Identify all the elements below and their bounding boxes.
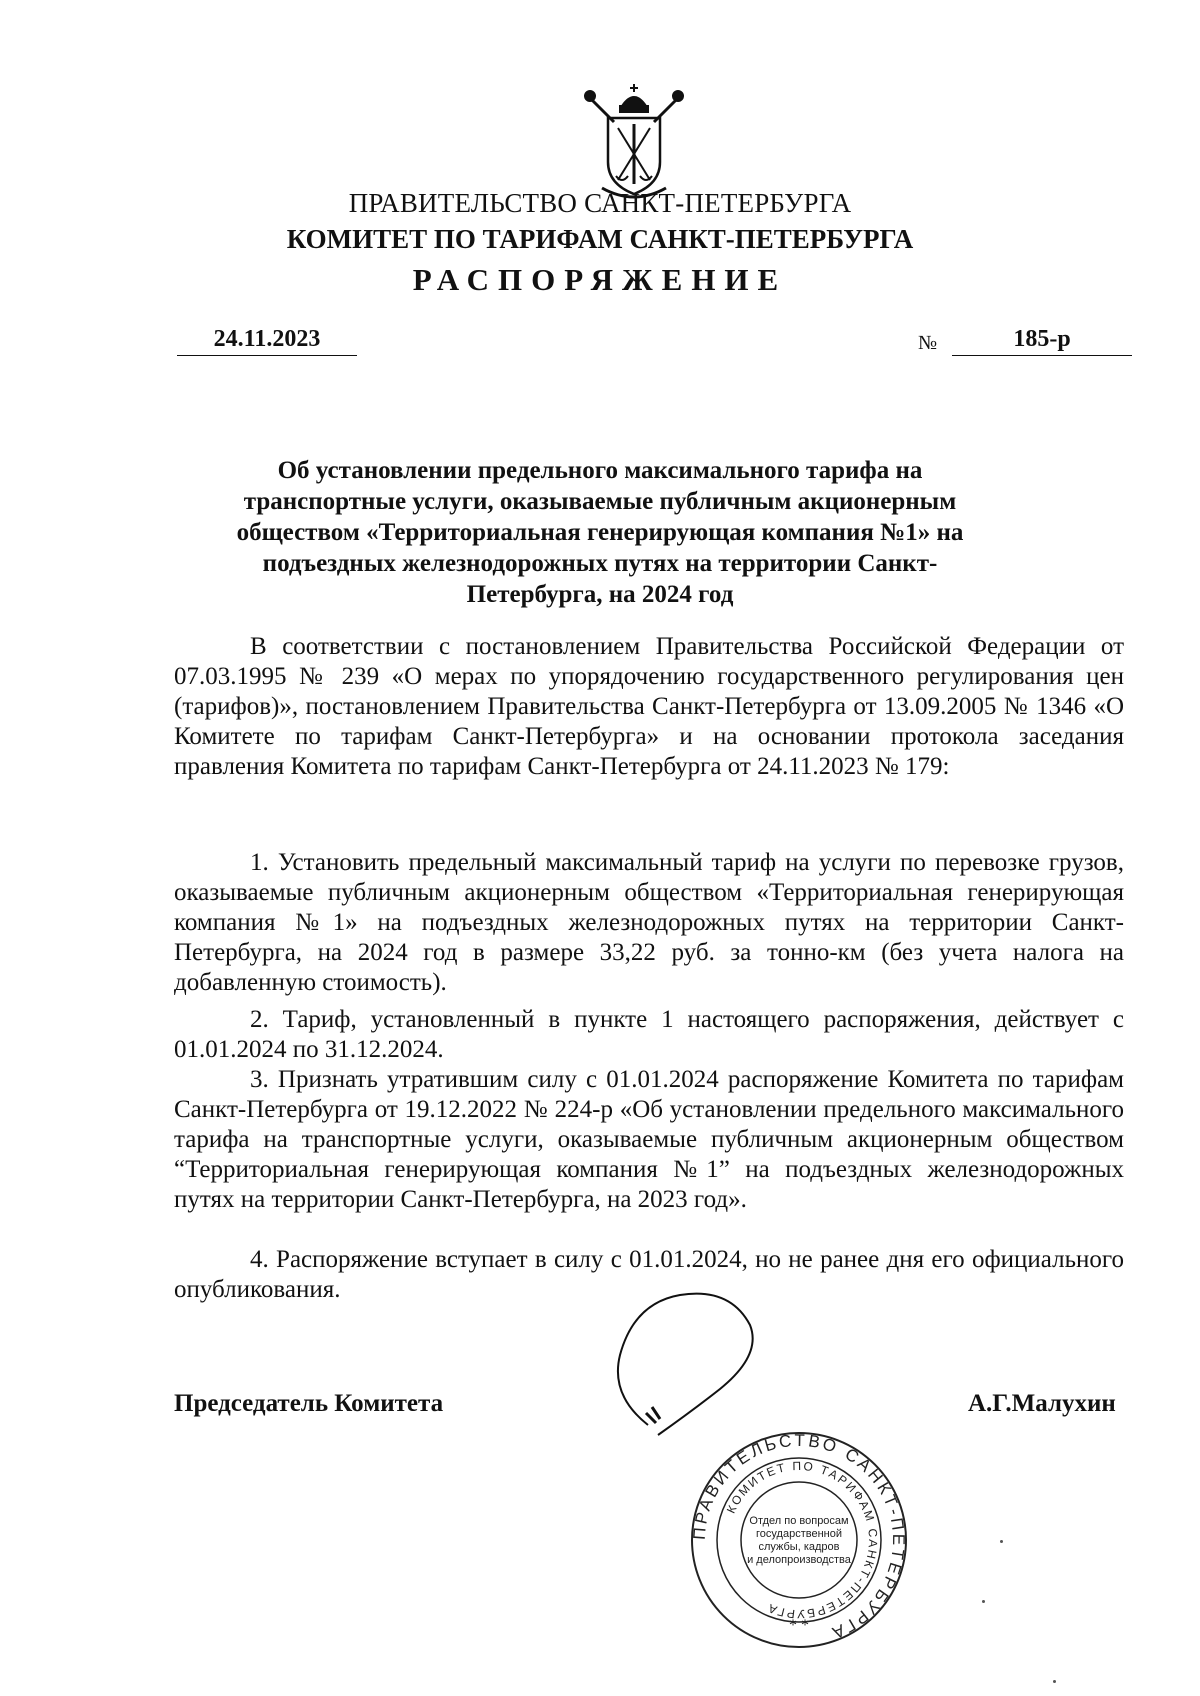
stamp-inner-ring-text: КОМИТЕТ ПО ТАРИФАМ САНКТ-ПЕТЕРБУРГА bbox=[723, 1458, 881, 1622]
document-date: 24.11.2023 bbox=[177, 326, 357, 356]
saint-petersburg-coat-of-arms-icon bbox=[578, 84, 690, 202]
document-number-block bbox=[918, 326, 1132, 358]
stamp-center-line-3: службы, кадров bbox=[758, 1541, 840, 1553]
stamp-outer-text: ПРАВИТЕЛЬСТВО САНКТ-ПЕТЕРБУРГА bbox=[689, 1430, 909, 1644]
scan-speck bbox=[982, 1600, 985, 1603]
stamp-center-line-1: Отдел по вопросам bbox=[749, 1515, 849, 1527]
document-number: 185-р bbox=[952, 326, 1132, 356]
stamp-center-line-2: государственной bbox=[756, 1528, 842, 1540]
government-title: ПРАВИТЕЛЬСТВО САНКТ-ПЕТЕРБУРГА bbox=[348, 188, 852, 218]
handwritten-signature bbox=[600, 1285, 800, 1445]
number-sign: № bbox=[918, 332, 938, 354]
document-subject: Об установлении предельного максимального тарифа на транспортные услуги, оказываемые публичным акционерным обществом «Территориальная генерирующая компания №1» на подъездных железнодорожных путях на территории Санкт-Петербурга, на 2024 год bbox=[236, 457, 964, 608]
order-item-2: 2. Тариф, установленный в пункте 1 настоящего распоряжения, действует с 01.01.2024 по 31.12.2024. bbox=[174, 1006, 1124, 1063]
scan-speck bbox=[1053, 1680, 1056, 1683]
scan-speck bbox=[1000, 1540, 1003, 1543]
signatory-position: Председатель Комитета bbox=[174, 1390, 444, 1417]
document-type: РАСПОРЯЖЕНИЕ bbox=[412, 262, 788, 297]
stamp-center-line-4: и делопроизводства bbox=[747, 1554, 851, 1566]
order-item-4: 4. Распоряжение вступает в силу с 01.01.2024, но не ранее дня его официального опубликования. bbox=[174, 1246, 1124, 1303]
committee-title: КОМИТЕТ ПО ТАРИФАМ САНКТ-ПЕТЕРБУРГА bbox=[286, 224, 914, 254]
preamble-paragraph: В соответствии с постановлением Правительства Российской Федерации от 07.03.1995 № 239 «О мерах по упорядочению государственного регулирования цен (тарифов)», постановлением Правительства Санкт-Петербурга от 13.09.2005 № 1346 «О Комитете по тарифам Санкт-Петербурга» и на основании протокола заседания правления Комитета по тарифам Санкт-Петербурга от 24.11.2023 № 179: bbox=[174, 633, 1124, 780]
order-item-1: 1. Установить предельный максимальный тариф на услуги по перевозке грузов, оказываемые публичным акционерным обществом «Территориальная генерирующая компания №1» на подъездных железнодорожных путях на территории Санкт-Петербурга, на 2024 год в размере 33,22 руб. за тонно-км (без учета налога на добавленную стоимость). bbox=[174, 849, 1124, 996]
signatory-name: А.Г.Малухин bbox=[968, 1390, 1116, 1417]
stamp-star-icon: * * bbox=[789, 1617, 809, 1634]
order-item-3: 3. Признать утратившим силу с 01.01.2024 распоряжение Комитета по тарифам Санкт-Петербурга от 19.12.2022 № 224-р «Об установлении предельного максимального тарифа на транспортные услуги, оказываемые публичным акционерным обществом “Территориальная генерирующая компания №1” на подъездных железнодорожных путях на территории Санкт-Петербурга, на 2023 год». bbox=[174, 1066, 1124, 1213]
official-stamp bbox=[689, 1430, 909, 1650]
